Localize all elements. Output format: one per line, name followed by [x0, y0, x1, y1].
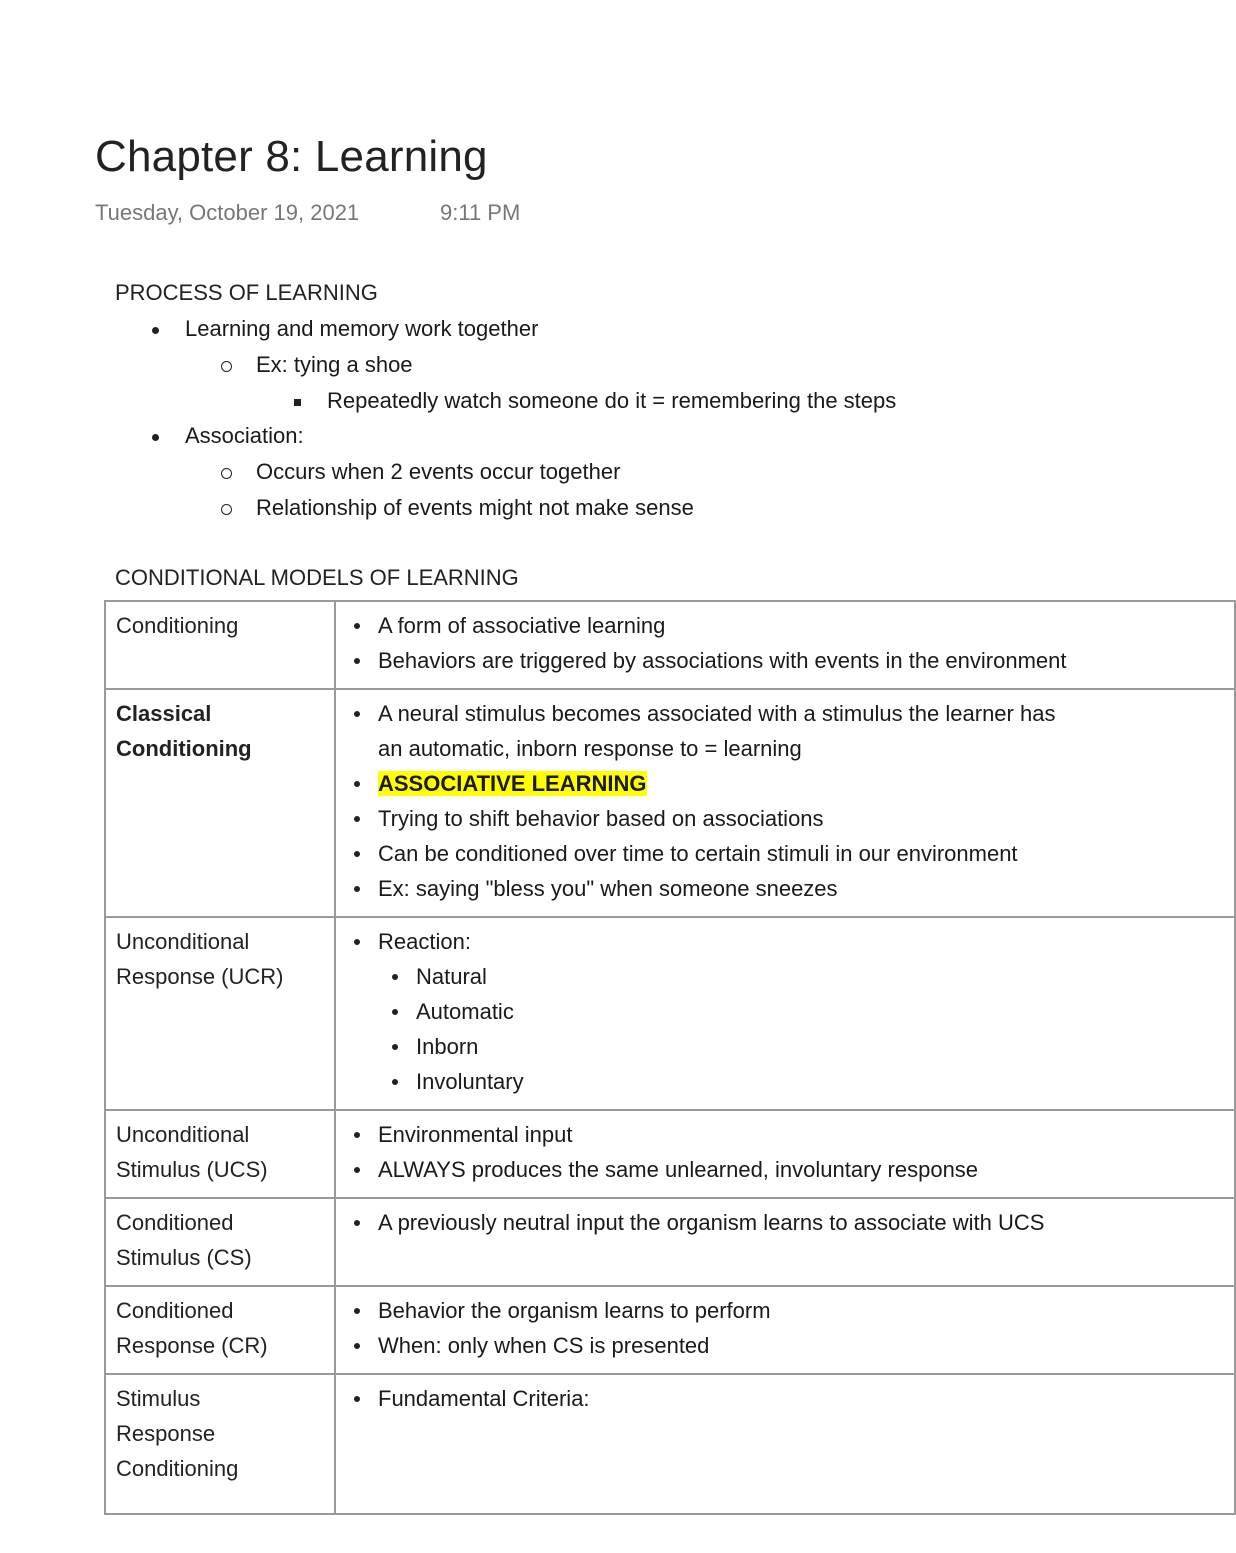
term-cell: Stimulus Response Conditioning — [105, 1374, 335, 1514]
list-item: Automatic — [384, 994, 1224, 1029]
bullet-dot-icon — [145, 419, 165, 453]
page-title: Chapter 8: Learning — [95, 132, 488, 181]
definition-cell — [335, 1286, 1235, 1374]
list-item: Trying to shift behavior based on associations — [346, 801, 1224, 836]
list-item: Learning and memory work together — [185, 312, 538, 346]
list-item — [346, 766, 1224, 801]
list-item: Can be conditioned over time to certain stimuli in our environment — [346, 836, 1224, 871]
note-date: Tuesday, October 19, 2021 — [95, 200, 360, 225]
models-table — [104, 600, 1236, 1515]
list-item: Association: — [185, 419, 304, 453]
table-row — [105, 689, 1235, 917]
definition-cell — [335, 1374, 1235, 1514]
definition-cell — [335, 601, 1235, 689]
section-heading-process: PROCESS OF LEARNING — [115, 280, 378, 305]
list-item: A form of associative learning — [346, 608, 1224, 643]
list-item: Inborn — [384, 1029, 1224, 1064]
list-item: Behaviors are triggered by associations with events in the environment — [346, 643, 1224, 678]
section-heading-models: CONDITIONAL MODELS OF LEARNING — [115, 565, 519, 590]
list-item: When: only when CS is presented — [346, 1328, 1224, 1363]
list-item: Relationship of events might not make sense — [256, 491, 694, 525]
table-row — [105, 1198, 1235, 1286]
list-item: A previously neutral input the organism learns to associate with UCS — [346, 1205, 1224, 1240]
list-item: Behavior the organism learns to perform — [346, 1293, 1224, 1328]
models-table-container — [104, 600, 1200, 1481]
definition-cell — [335, 917, 1235, 1110]
table-row — [105, 1374, 1235, 1514]
definition-cell — [335, 689, 1235, 917]
list-item: Environmental input — [346, 1117, 1224, 1152]
bullet-ring-icon — [216, 455, 236, 489]
list-item: Reaction: — [346, 924, 1224, 959]
note-time: 9:11 PM — [440, 200, 521, 225]
highlighted-text: ASSOCIATIVE LEARNING — [378, 771, 647, 796]
table-row — [105, 1286, 1235, 1374]
term-cell: Unconditional Stimulus (UCS) — [105, 1110, 335, 1198]
list-item: Involuntary — [384, 1064, 1224, 1099]
bullet-dot-icon — [145, 312, 165, 346]
list-item: Repeatedly watch someone do it = remembering the steps — [327, 384, 896, 418]
term-cell: Conditioned Response (CR) — [105, 1286, 335, 1374]
list-item: A neural stimulus becomes associated with a stimulus the learner has an automatic, inborn response to = learning — [346, 696, 1224, 766]
term-cell: Conditioning — [105, 601, 335, 689]
definition-cell — [335, 1198, 1235, 1286]
list-item: Fundamental Criteria: — [346, 1381, 1224, 1416]
table-row — [105, 601, 1235, 689]
term-cell: Conditioned Stimulus (CS) — [105, 1198, 335, 1286]
list-item: Ex: tying a shoe — [256, 348, 413, 382]
bullet-square-icon — [287, 384, 307, 418]
table-row — [105, 1110, 1235, 1198]
term-cell: Classical Conditioning — [105, 689, 335, 917]
bullet-ring-icon — [216, 348, 236, 382]
definition-cell — [335, 1110, 1235, 1198]
table-row — [105, 917, 1235, 1110]
list-item: Natural — [384, 959, 1224, 994]
term-cell: Unconditional Response (UCR) — [105, 917, 335, 1110]
bullet-ring-icon — [216, 491, 236, 525]
list-item: ALWAYS produces the same unlearned, involuntary response — [346, 1152, 1224, 1187]
list-item: Occurs when 2 events occur together — [256, 455, 620, 489]
list-item: Ex: saying "bless you" when someone sneezes — [346, 871, 1224, 906]
